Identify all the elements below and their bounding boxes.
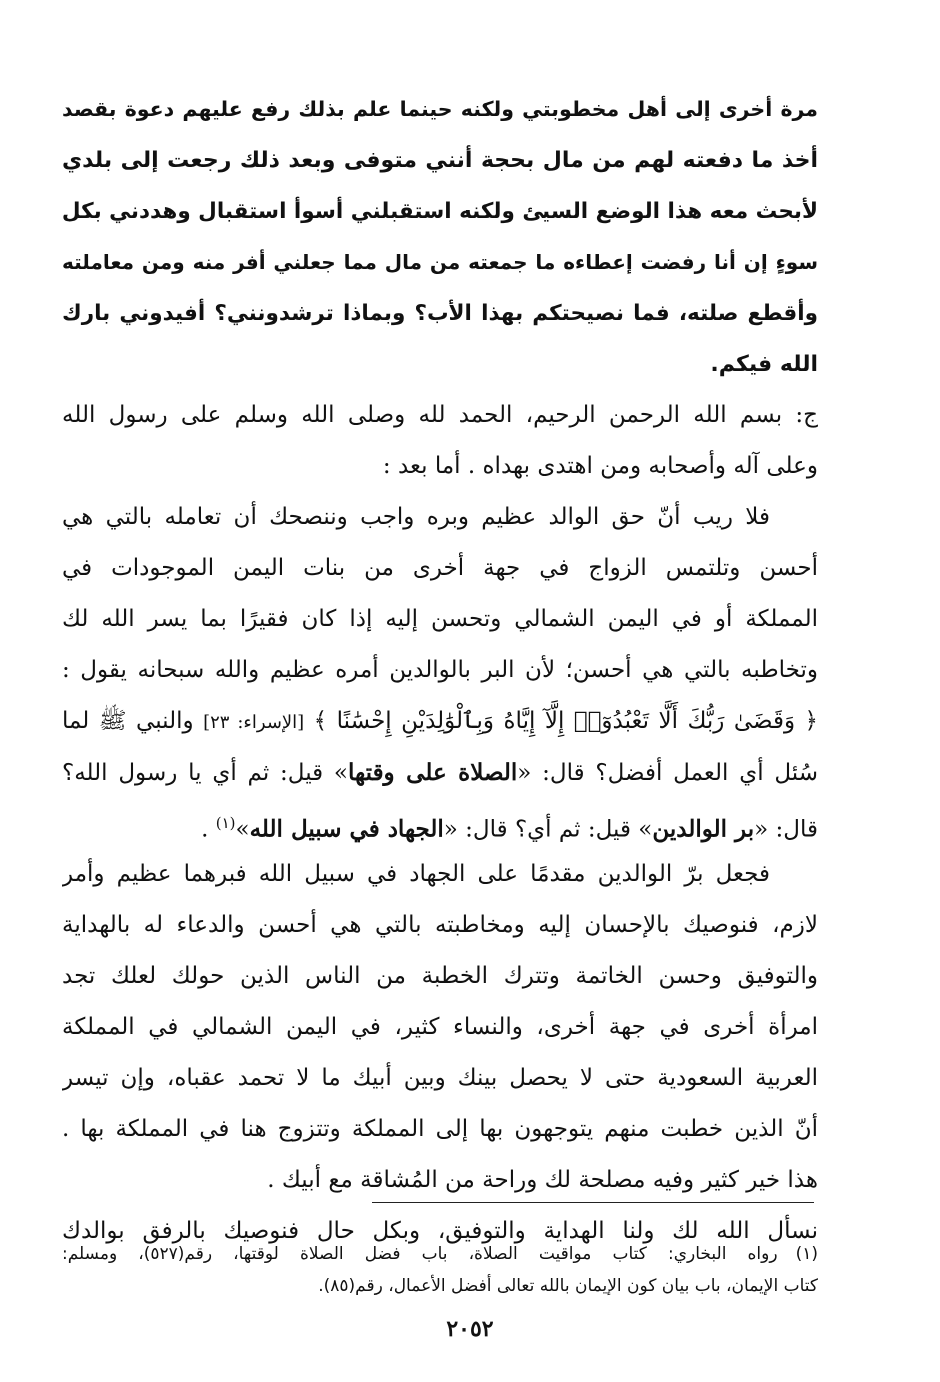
- question-paragraph: [62, 84, 818, 390]
- answer-line: العربية السعودية حتى لا يحصل بينك وبين أبيك ما لا تحمد عقباه، وإن تيسر: [62, 1065, 818, 1091]
- answer-line: امرأة أخرى في جهة أخرى، والنساء كثير، في اليمن الشمالي في المملكة: [62, 1014, 818, 1040]
- footnote-marker: (١): [215, 814, 236, 832]
- footnote-line: (١)رواه البخاري: كتاب مواقيت الصلاة، باب فضل الصلاة لوقتها، رقم(٥٢٧)، ومسلم:: [62, 1244, 818, 1264]
- question-line: وأقطع صلته، فما نصيحتكم بهذا الأب؟ وبماذا ترشدونني؟ أفيدوني بارك: [62, 301, 818, 326]
- answer-line: أحسن وتلتمس الزواج في جهة أخرى من بنات اليمن الموجودات في: [62, 555, 818, 581]
- answer-line: والتوفيق وحسن الخاتمة وتترك الخطبة من الناس الذين حولك لعلك تجد: [62, 963, 818, 989]
- question-line: أخذ ما دفعته لهم من مال بحجة أنني متوفى وبعد ذلك رجعت إلى بلدي: [62, 148, 818, 173]
- question-line: لأبحث معه هذا الوضع السيئ ولكنه استقبلني أسوأ استقبال وهددني بكل: [62, 199, 818, 224]
- quran-verse: ﴿ وَقَضَىٰ رَبُّكَ أَلَّا تَعْبُدُوٓا۟ إِلَّآ إِيَّاهُ وَبِٱلْوَٰلِدَيْنِ إِحْسَٰنًا ﴾: [313, 708, 818, 734]
- answer-line: وتخاطبه بالتي هي أحسن؛ لأن البر بالوالدين أمره عظيم والله سبحانه يقول :: [62, 657, 818, 683]
- answer-line: وعلى آله وأصحابه ومن اهتدى بهداه . أما بعد :: [382, 453, 818, 479]
- footnote-number: (١): [795, 1244, 818, 1264]
- hadith-line: قال: «بر الوالدين» قيل: ثم أي؟ قال: «الجهاد في سبيل الله»$^{(١)}$ .: [201, 814, 818, 843]
- answer-line: ج: بسم الله الرحمن الرحيم، الحمد لله وصلى الله وسلم على رسول الله: [62, 402, 818, 428]
- question-line: سوءٍ إن أنا رفضت إعطاءه ما جمعته من مال مما جعلني أفر منه ومن معاملته: [62, 250, 818, 274]
- answer-line: هذا خير كثير وفيه مصلحة لك وراحة من المُشاقة مع أبيك .: [267, 1167, 818, 1193]
- answer-line: لازم، فنوصيك بالإحسان إليه ومخاطبته بالتي هي أحسن والدعاء له بالهداية: [62, 912, 818, 938]
- question-line: مرة أخرى إلى أهل مخطوبتي ولكنه حينما علم بذلك رفع عليهم دعوة بقصد: [62, 97, 818, 121]
- answer-line: فجعل برّ الوالدين مقدمًا على الجهاد في سبيل الله فبرهما عظيم وأمر: [62, 861, 770, 887]
- footnote: [62, 1238, 818, 1302]
- verse-reference: [الإسراء: ٢٣]: [203, 712, 305, 733]
- page-number: ٢٠٥٢: [446, 1316, 494, 1342]
- footnote-separator: [372, 1202, 814, 1203]
- answer-line: نسأل الله لك ولنا الهداية والتوفيق، وبكل حال فنوصيك بالرفق بوالدك: [62, 1218, 818, 1244]
- hadith-line: سُئل أي العمل أفضل؟ قال: «الصلاة على وقتها» قيل: ثم أي يا رسول الله؟: [62, 759, 818, 786]
- hadith-quote: الجهاد في سبيل الله: [249, 815, 444, 843]
- quran-verse-line: ﴿ وَقَضَىٰ رَبُّكَ أَلَّا تَعْبُدُوٓا۟ إِلَّآ إِيَّاهُ وَبِٱلْوَٰلِدَيْنِ إِحْسَٰنًا ﴾ [الإسراء: ٢٣] والنبي ﷺ لما: [62, 708, 818, 734]
- answer-paragraph: [62, 390, 818, 1257]
- answer-line: أنّ الذين خطبت منهم يتوجهون بها إلى المملكة وتتزوج هنا في المملكة بها .: [62, 1116, 818, 1142]
- hadith-quote: الصلاة على وقتها: [348, 759, 518, 786]
- answer-line: المملكة أو في اليمن الشمالي وتحسن إليه إذا كان فقيرًا بما يسر الله لك: [62, 606, 818, 632]
- answer-line: فلا ريب أنّ حق الوالد عظيم وبره واجب وننصحك أن تعامله بالتي هي: [62, 504, 770, 530]
- question-line: الله فيكم.: [710, 352, 818, 377]
- body-text: [62, 84, 818, 1257]
- footnote-line: كتاب الإيمان، باب بيان كون الإيمان بالله تعالى أفضل الأعمال، رقم(٨٥).: [318, 1276, 818, 1296]
- hadith-quote: بر الوالدين: [652, 815, 755, 843]
